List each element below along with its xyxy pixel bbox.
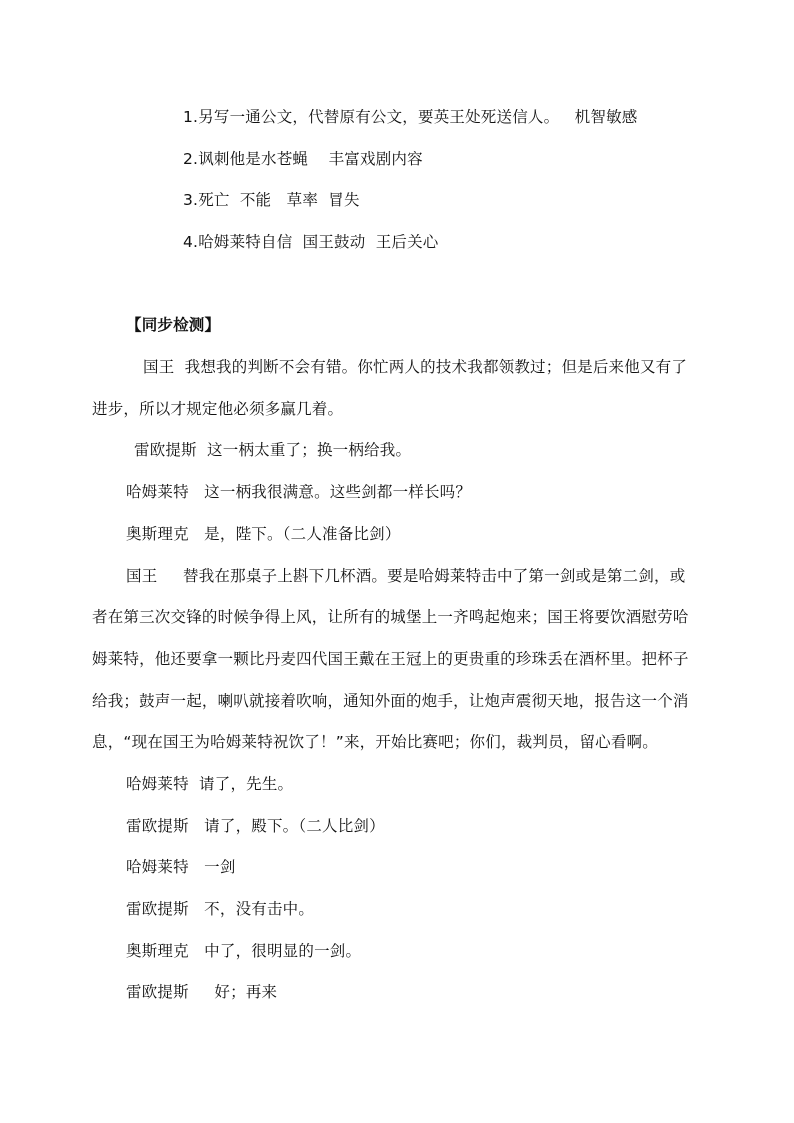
dialogue-line: 姆莱特，他还要拿一颗比丹麦四代国王戴在王冠上的更贵重的珍珠丢在酒杯里。把杯子 <box>92 650 689 668</box>
dialogue-line: 国王 我想我的判断不会有错。你忙两人的技术我都领教过；但是后来他又有了 <box>143 358 688 376</box>
dialogue-line: 雷欧提斯 好；再来 <box>126 983 278 1001</box>
answer-line-2: 2.讽刺他是水苍蝇 丰富戏剧内容 <box>183 150 423 168</box>
dialogue-line: 雷欧提斯 不，没有击中。 <box>126 900 315 918</box>
section-title: 【同步检测】 <box>126 316 221 334</box>
dialogue-line: 者在第三次交锋的时候争得上风，让所有的城堡上一齐鸣起炮来；国王将要饮酒慰劳哈 <box>92 608 689 626</box>
dialogue-line: 哈姆莱特 一剑 <box>126 858 236 876</box>
answer-line-3: 3.死亡 不能 草率 冒失 <box>183 191 360 209</box>
answer-line-4: 4.哈姆莱特自信 国王鼓动 王后关心 <box>183 233 439 251</box>
dialogue-line: 奥斯理克 中了，很明显的一剑。 <box>126 942 362 960</box>
answer-line-1: 1.另写一通公文，代替原有公文，要英王处死送信人。 机智敏感 <box>183 108 638 126</box>
dialogue-line: 进步，所以才规定他必须多赢几着。 <box>92 400 344 418</box>
dialogue-line: 哈姆莱特 这一柄我很满意。这些剑都一样长吗？ <box>126 483 472 501</box>
dialogue-line: 给我；鼓声一起，喇叭就接着吹响，通知外面的炮手，让炮声震彻天地，报告这一个消 <box>92 692 689 710</box>
dialogue-line: 哈姆莱特 请了，先生。 <box>126 775 294 793</box>
dialogue-line: 国王 替我在那桌子上斟下几杯酒。要是哈姆莱特击中了第一剑或是第二剑，或 <box>126 567 686 585</box>
dialogue-line: 奥斯理克 是，陛下。（二人准备比剑） <box>126 525 401 543</box>
dialogue-line: 息，“现在国王为哈姆莱特祝饮了！”来，开始比赛吧；你们，裁判员，留心看啊。 <box>92 733 658 751</box>
dialogue-line: 雷欧提斯 这一柄太重了；换一柄给我。 <box>134 441 412 459</box>
dialogue-line: 雷欧提斯 请了，殿下。（二人比剑） <box>126 817 385 835</box>
